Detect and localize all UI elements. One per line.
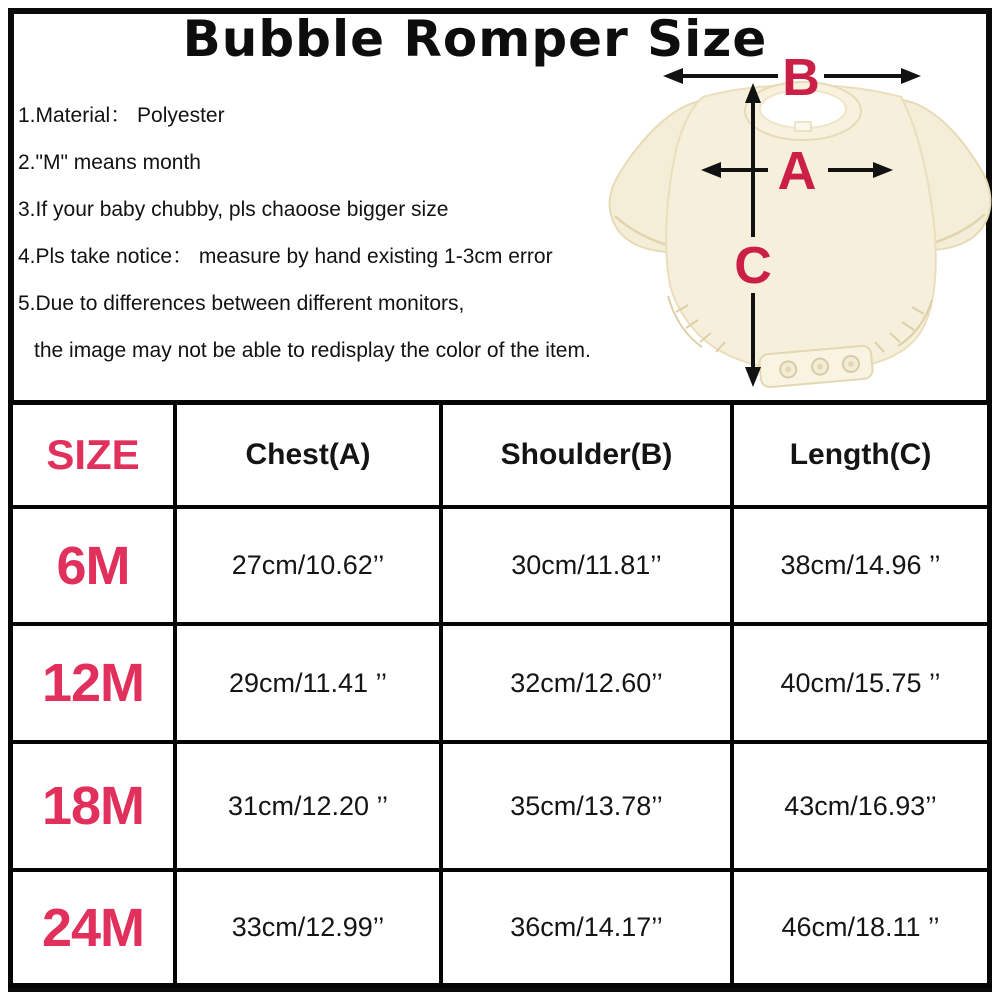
row-18m-shoulder: 35cm/13.78’’: [443, 744, 730, 868]
romper-neck-tag: [795, 122, 811, 131]
page-title: Bubble Romper Size: [182, 10, 768, 68]
table-header-chest: Chest(A): [177, 405, 439, 505]
measure-arrow-c-bottom-head: [745, 367, 761, 387]
row-12m-shoulder: 32cm/12.60’’: [443, 626, 730, 740]
measure-arrow-b-right-head: [901, 68, 921, 84]
label-b: B: [782, 49, 820, 107]
row-18m-length: 43cm/16.93’’: [734, 744, 987, 868]
table-header-shoulder: Shoulder(B): [443, 405, 730, 505]
row-18m-size: 18M: [13, 744, 173, 868]
label-a: A: [777, 141, 817, 201]
romper-measurement-diagram: [590, 40, 1000, 400]
row-6m-length: 38cm/14.96 ’’: [734, 509, 987, 622]
table-header-length: Length(C): [734, 405, 987, 505]
row-12m-length: 40cm/15.75 ’’: [734, 626, 987, 740]
note-monitors-cont: the image may not be able to redisplay the color of the item.: [34, 339, 591, 362]
row-24m-size: 24M: [13, 872, 173, 983]
label-c: C: [734, 237, 772, 295]
row-24m-shoulder: 36cm/14.17’’: [443, 872, 730, 983]
table-header-size: SIZE: [13, 405, 173, 505]
row-18m-chest: 31cm/12.20 ’’: [177, 744, 439, 868]
row-12m-chest: 29cm/11.41 ’’: [177, 626, 439, 740]
row-6m-shoulder: 30cm/11.81’’: [443, 509, 730, 622]
row-6m-size: 6M: [13, 509, 173, 622]
measure-arrow-b-left-head: [663, 68, 683, 84]
note-month: 2."M" means month: [18, 151, 201, 174]
note-material: 1.Material： Polyester: [18, 104, 225, 127]
row-12m-size: 12M: [13, 626, 173, 740]
size-table: [8, 400, 992, 988]
note-error: 4.Pls take notice： measure by hand existing 1-3cm error: [18, 245, 553, 268]
note-monitors: 5.Due to differences between different monitors,: [18, 292, 465, 315]
notes-list: [18, 101, 638, 383]
row-24m-length: 46cm/18.11 ’’: [734, 872, 987, 983]
row-6m-chest: 27cm/10.62’’: [177, 509, 439, 622]
note-chubby: 3.If your baby chubby, pls chaoose bigger size: [18, 198, 449, 221]
row-24m-chest: 33cm/12.99’’: [177, 872, 439, 983]
